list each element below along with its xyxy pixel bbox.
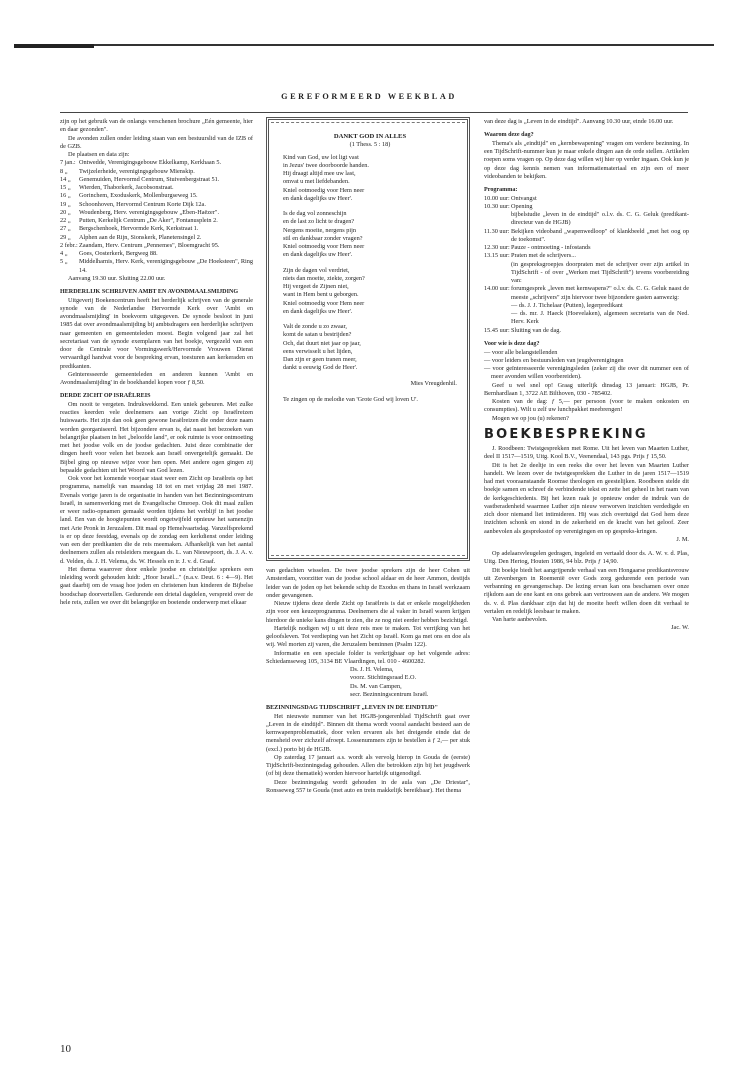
programma-time bbox=[484, 310, 511, 327]
poem-stanzas bbox=[283, 154, 457, 373]
waarom-para: Thema's als „eindtijd" en „kernbewapening" vragen om verdere bezinning. In een TijdSchrift-nummer kun je maar enkele dingen aan de orde stellen. Artikelen roepen soms vragen op. Op deze dag willen wij hier op verder ingaan. Ook kun je op deze dag kennis nemen van informatiemateriaal en zijn een of meer videobanden te bekijken. bbox=[484, 139, 689, 180]
aanvang-line: Aanvang 19.30 uur. Sluiting 22.00 uur. bbox=[68, 274, 166, 282]
body-para: Ook voor het komende voorjaar staat weer een Zicht op Israëlreis op het programma, namelijk van maandag 18 tot en met vrijdag 28 mei 1987. Evenals vorige jaren is de organisatie in handen van het Bezinningscentrum Israël, in samenwerking met de Evangelische Omroep. Ook dit maal zullen er weer radio-opnamen gemaakt worden tijdens het verblijf in het joodse land. Een van de hoogtepunten wordt ongetwijfeld opnieuw het samenzijn met Arie Pronk in Jeruzalem. Dit maal op Hemelvaartsdag. Vanzelfsprekend is er op deze feestdag, evenals op de zondag een kerkdienst onder leiding van een der predikanten die de reis meemaken. Afhankelijk van het aantal deelnemers zullen als reisleiders meegaan ds. L. van Nieuwpoort, ds. J. A. v. d. Velden, ds. J. H. Velema, ds. W. Hessels en ir. J. v. d. Graaf. bbox=[60, 475, 253, 565]
list-text: Alphen aan de Rijn, Sionskerk, Planetensingel 2. bbox=[79, 233, 202, 241]
body-para: Geïnteresseerde gemeenteleden en anderen kunnen 'Ambt en Avondmaalsmijding' in de boekhandel kopen voor ƒ 8,50. bbox=[60, 370, 253, 387]
signatory-line: Ds. M. van Campen, bbox=[350, 682, 402, 690]
list-item bbox=[60, 168, 253, 176]
bullet-item: — voor geïnteresseerde verenigingsleden (zeker zij die over dit nummer een of meer avonden willen voorbereiden). bbox=[484, 365, 689, 381]
list-item bbox=[60, 242, 253, 250]
poem-line: stil en dankbaar zonder vragen? bbox=[283, 234, 363, 242]
top-rule-accent bbox=[14, 44, 94, 48]
list-item bbox=[60, 234, 253, 242]
body-para: Op adelaarsvleugelen gedragen, ingeleid en vertaald door ds. A. W. v. d. Plas, Uitg. Den Hertog, Houten 1986, 94 blz. Prijs ƒ 14,90. bbox=[484, 550, 689, 566]
list-text: Wierden, Thaborkerk, Jacobsonstraat. bbox=[79, 184, 174, 191]
bullet-item: — voor alle belangstellenden bbox=[484, 348, 558, 356]
intro-para: De avonden zullen onder leiding staan van een bestuurslid van de IZB of de GZB. bbox=[60, 134, 253, 150]
section-heading: Voor wie is deze dag? bbox=[484, 340, 540, 347]
list-date: 19 „ bbox=[60, 200, 71, 208]
section-heading: Programma: bbox=[484, 187, 518, 194]
wie-list bbox=[484, 349, 689, 382]
list-date: 8 „ bbox=[60, 167, 68, 175]
poem-line: en dank dagelijks uw Heer'. bbox=[283, 307, 353, 315]
body-para: Uitgeverij Boekencentrum heeft het herderlijk schrijven van de generale synode van de Nederlandse Hervormde Kerk over 'Ambt en avondmaalsmijding' in boekvorm uitgegeven. De synode besloot in juni 1985 dat over avondmaalsmijding bij ambtsdragers een herderlijke schrijven naar gemeenten en gemeenteleden moest. Begin volgend jaar zal het secretariaat van de synode exemplaren van het boekje, vergezeld van een door de Centrale voor Vormingswerk/Hervormde Vrouwen Dienst vervaardigd handvat voor de bespreking ervan, toesturen aan kerkeraden en predikanten. bbox=[60, 296, 253, 370]
programma-time: 10.00 uur: bbox=[484, 194, 510, 202]
list-item bbox=[60, 217, 253, 225]
list-text: Bergschenhoek, Hervormde Kerk, Kerkstraat 1. bbox=[79, 225, 199, 233]
body-para: Hartelijk nodigen wij u uit deze reis mee te maken. Tot verrijking van het geloofsleven. Tot verdieping van het Zicht op Israël. Kom ga met ons en doe als wij. Wel morten zij varen, die Jeruzalem beminnen (Psalm 122). bbox=[266, 624, 470, 649]
poem-line: want in Hem bent u geborgen. bbox=[283, 291, 359, 299]
list-text: Goes, Oosterkerk, Bergweg 88. bbox=[79, 250, 158, 257]
poem-line: in Jezus' twee doorboorde handen. bbox=[283, 161, 369, 169]
programma-text: Bekijken videoband „wapenwedloop" of klankbeeld „met het oog op de toekomst". bbox=[511, 227, 689, 243]
poem-line: en dank dagelijks uw Heer'. bbox=[283, 251, 353, 259]
body-para: Om nooit te vergeten. Indrukwekkend. Een uniek gebeuren. Met zulke reacties keerden vele deelnemers aan vorige Zicht op Israëlreizen huiswaarts. Het zijn dan ook geen gewone Israëlreizen die onder deze naam worden georganiseerd. Het bijzondere ervan is, dat naast het bezoeken van belangrijke plaatsen in het „beloofde land", er ook ruimte is voor ontmoeting met het joodse volk en de joodse gedachten. Juist deze combinatie der dingen heeft voor velen het bezoek aan Israël onvergetelijk gemaakt. De Bijbel ging op nieuwe wijze voor hen open. Met andere ogen gingen zij bepaalde gedachten uit het Woord van God lezen. bbox=[60, 400, 253, 474]
list-item bbox=[60, 192, 253, 200]
poem-box bbox=[266, 117, 470, 561]
poem-line: omvat u met liefdebanden. bbox=[283, 178, 350, 186]
column-middle bbox=[266, 117, 470, 795]
body-para: Dit boekje biedt het aangrijpende verhaal van een Hongaarse predikantsvrouw uit Zevenbergen in Roemenië over Gods zorg gedurende een periode van verbanning en gevangenschap. De lezing ervan kan ons beschamen over onze rijkdom aan de ene kant en ons gebrek aan vertrouwen aan de andere. We mogen ds. v. d. Plas dankbaar zijn dat hij de moeite heeft willen doen dit verhaal te vertalen en redelijk leesbaar te maken. bbox=[484, 566, 689, 615]
body-para: Dit is het 2e deeltje in een reeks die over het leven van Maarten Luther handelt. We lezen over de twistgesprekken die Luther in de jaren 1517—1519 had met vooraanstaande Roomse theologen en geestelijken. Roodbeen stelde dit boekje samen en schreef de verbindende tekst en zette het geheel in het raam van de kerkgeschiedenis. Bij het lezen raak je opnieuw onder de indruk van de vastberadenheid waarmee Luther zijn nieuw verworven inzichten verdedigde en zich door niemand liet intimideren. Hij was zich overtuigd dat God hem deze inzichten schonk en stond in de zekerheid en de kracht van het geloof. Zeer aanbevolen als gespreksstof op verenigingen en op gespreks-kringen. bbox=[484, 461, 689, 535]
programma-time: 11.30 uur: bbox=[484, 227, 510, 235]
poem-signature: Mies Vreugdenhil. bbox=[410, 379, 457, 387]
israel-body bbox=[60, 401, 253, 607]
programma-text: — ds. J. J. Tichelaar (Putten), legerpredikant bbox=[511, 301, 623, 309]
body-para: Het nieuwste nummer van het HGJB-jongerenblad TijdSchrift gaat over „Leven in de eindtijd". Binnen dit thema wordt vooral aandacht besteed aan de kernwapenproblematiek, door velen ervaren als het dreigende einde dat de mensheid over zichzelf afroept. Lossenummers zijn te bestellen à ƒ 2,— per stuk (excl.) porto bij de HGJB. bbox=[266, 712, 470, 753]
signatory-line: Ds. J. H. Velema, bbox=[350, 666, 394, 673]
programma-time bbox=[484, 261, 511, 286]
programma-time bbox=[484, 211, 511, 228]
poem-line: dankt u eeuwig God de Heer'. bbox=[283, 364, 358, 372]
list-text: Gorinchem, Exoduskerk, Mollenburgseweg 15. bbox=[79, 192, 198, 200]
programma-time: 12.30 uur: bbox=[484, 244, 510, 252]
poem-line: Dan zijn er geen tranen meer, bbox=[283, 356, 357, 363]
list-item bbox=[60, 159, 253, 167]
section-heading: HERDERLIJK SCHRIJVEN AMBT EN AVONDMAALSMIJDING bbox=[60, 289, 239, 295]
list-text: Genemuiden, Hervormd Centrum, Stuivenbergstraat 51. bbox=[79, 175, 220, 183]
list-date: 20 „ bbox=[60, 208, 71, 216]
review-signature: Jac. W. bbox=[671, 624, 689, 632]
programma-item bbox=[484, 261, 689, 286]
list-date: 27 „ bbox=[60, 225, 71, 233]
poem-stanza bbox=[283, 323, 457, 373]
programma-time: 13.15 uur: bbox=[484, 252, 510, 260]
page-number: 10 bbox=[60, 1043, 71, 1055]
boekbespreking-heading: BOEKBESPREKING bbox=[484, 426, 648, 442]
poem-stanza bbox=[283, 210, 457, 260]
column-left bbox=[60, 118, 253, 607]
list-date: 16 „ bbox=[60, 192, 71, 200]
programma-item bbox=[484, 285, 689, 302]
programma-text: (in gespreksgroepjes doorpraten met de schrijver over zijn artikel in TijdSchrift - of over „Werken met TijdSchrift") tevens voorbereiding van: bbox=[511, 260, 689, 285]
programma-text: bijbelstudie „leven in de eindtijd" o.l.v. ds. C. G. Geluk (predikant-directeur van de HGJB) bbox=[511, 211, 689, 227]
programma-text: Pauze - ontmoeting - infostands bbox=[511, 244, 591, 252]
list-text: Twijzelerheide, verenigingsgebouw Mienskip. bbox=[79, 167, 195, 175]
top-rule bbox=[14, 44, 714, 46]
poem-line: niets dan moeite, ziekte, zorgen? bbox=[283, 274, 365, 282]
programma-item bbox=[484, 203, 689, 211]
publication-header: GEREFORMEERD WEEKBLAD bbox=[281, 92, 457, 101]
poem-reference: (1 Thess. 5 : 18) bbox=[349, 141, 391, 149]
poem-melody: Te zingen op de melodie van 'Grote God wij loven U'. bbox=[283, 395, 418, 403]
body-para: Op zaterdag 17 januari a.s. wordt als vervolg hierop in Gouda de (eerste) TijdSchrift-bezinningsdag gehouden. Allen die betrokken zijn bij het jeugdwerk (of bij deze thematiek) worden hiervoor hartelijk uitgenodigd. bbox=[266, 753, 470, 778]
column-right bbox=[484, 118, 689, 633]
programma-item bbox=[484, 195, 689, 203]
section-heading: DERDE ZICHT OP ISRAËLREIS bbox=[60, 393, 151, 400]
continuation-para: van gedachten wisselen. De twee joodse sprekers zijn de heer Cohen uit Amsterdam, voorzitter van de joodse school aldaar en de heer Ammon, destijds leider van de joden op het bekende schip de Exodus en thans in Israël werkzaam onder gevangenen. bbox=[266, 567, 470, 599]
poem-stanza bbox=[283, 154, 457, 204]
geef-para: Geef u wel snel op! Graag uiterlijk dinsdag 13 januari: HGJB, Pr. Bernhardlaan 1, 3722 AE Bilthoven, 030 - 785402. bbox=[484, 381, 689, 397]
review-2 bbox=[484, 550, 689, 624]
mogen-para: Mogen we op jou (u) rekenen? bbox=[492, 414, 569, 422]
programma-text: Praten met de schrijvers... bbox=[511, 252, 576, 260]
poem-line: Hij vergeet de Zijnen niet, bbox=[283, 283, 349, 290]
programma-text: Sluiting van de dag. bbox=[511, 326, 561, 334]
body-para: Het thema waarover door enkele joodse en christelijke sprekers een inleiding wordt gehouden luidt: „Hoor Israël..." (n.a.v. Deut. 6 : 4—9). Het gaat daarbij om de vraag hoe joden en christenen hun kinderen de Bijbelse boodschap doorvertellen. Gedurende een drietal dagdelen, verspreid over de hele reis, zullen we over dit belangrijke en boeiende onderwerp met elkaar bbox=[60, 565, 253, 606]
list-text: Schoonhoven, Hervormd Centrum Korte Dijk 12a. bbox=[79, 200, 206, 208]
programma-item bbox=[484, 327, 689, 335]
programma-item bbox=[484, 310, 689, 327]
poem-line: Och, dat duurt niet jaar op jaar, bbox=[283, 339, 361, 347]
list-date: 29 „ bbox=[60, 233, 71, 241]
review-1 bbox=[484, 445, 689, 536]
body-para: Van harte aanbevolen. bbox=[492, 616, 548, 624]
poem-title: DANKT GOD IN ALLES bbox=[333, 133, 407, 140]
list-date: 5 „ bbox=[60, 258, 68, 266]
section-heading: BEZINNINGSDAG TIJDSCHRIFT „LEVEN IN DE EINDTIJD" bbox=[266, 705, 438, 711]
section-heading: Waarom deze dag? bbox=[484, 132, 534, 139]
list-date: 2 febr.: bbox=[60, 241, 78, 249]
list-item bbox=[60, 201, 253, 209]
kosten-para: Kosten van de dag: ƒ 5,— per persoon (voor te maken onkosten en consumpties). Wilt u zelf uw lunchpakket meebrengen! bbox=[484, 398, 689, 414]
poem-line: komt de satan u bestrijden? bbox=[283, 331, 352, 339]
programma-list bbox=[484, 195, 689, 335]
herderlijk-body bbox=[60, 297, 253, 388]
poem-line: Zijn de dagen vol verdriet, bbox=[283, 266, 350, 274]
list-date: 14 „ bbox=[60, 175, 71, 183]
list-date: 7 jan.: bbox=[60, 159, 76, 167]
list-date: 22 „ bbox=[60, 217, 71, 224]
bullet-item: — voor leiders en bestuursleden van jeugdverenigingen bbox=[484, 356, 624, 364]
intro-para: van deze dag is „Leven in de eindtijd". Aanvang 10.30 uur, einde 16.00 uur. bbox=[484, 118, 674, 125]
poem-line: Kind van God, uw lot ligt vast bbox=[283, 153, 359, 161]
list-item bbox=[60, 258, 253, 275]
signatory-line: voorz. Stichtingsraad E.O. bbox=[350, 674, 417, 682]
list-item bbox=[60, 184, 253, 192]
list-text: Middelharnis, Herv. Kerk, verenigingsgebouw „De Hoeksteen", Ring 14. bbox=[79, 258, 253, 274]
list-text: Putten, Kerkelijk Centrum „De Aker", Fontanusplein 2. bbox=[79, 217, 218, 224]
programma-item bbox=[484, 252, 689, 260]
list-text: Ontwedde, Verenigingsgebouw Ekkelkamp, Kerkhaan 5. bbox=[79, 159, 222, 167]
programma-time bbox=[484, 302, 511, 310]
signatories bbox=[266, 666, 470, 699]
poem-line: Kniel ootmoedig voor Hem neer bbox=[283, 299, 365, 307]
israel-body-cont bbox=[266, 600, 470, 666]
programma-text: — ds. mr. J. Haeck (Hoevelaken), algemeen secretaris van de Ned. Herv. Kerk bbox=[511, 310, 689, 326]
poem-line: eens verwisselt u het lijden, bbox=[283, 347, 353, 355]
programma-item bbox=[484, 302, 689, 310]
body-para: J. Roodbeen: Twistgesprekken met Rome. Uit het leven van Maarten Luther, deel II 1517—1519, Uitg. Kool B.V., Veenendaal, 143 pgs. Prijs ƒ 15,50. bbox=[484, 445, 689, 461]
poem-stanza bbox=[283, 267, 457, 317]
body-para: Deze bezinningsdag wordt gehouden in de aula van „De Driestar", Ronsseweg 557 te Gouda (met auto en trein makkelijk bereikbaar). Het thema bbox=[266, 778, 470, 794]
programma-text: Ontvangst bbox=[511, 194, 537, 202]
programma-text: forumgesprek „leven met kernwapens?" o.l.v. ds. C. G. Geluk naast de meeste „schrijvers" zijn hiervoor twee bijzondere gasten aanwezig: bbox=[511, 285, 689, 301]
poem-line: Nergens moeite, nergens pijn bbox=[283, 226, 357, 234]
list-item bbox=[60, 176, 253, 184]
poem-line: Kniel ootmoedig voor Hem neer bbox=[283, 243, 365, 250]
review-signature: J. M. bbox=[676, 535, 689, 543]
intro-para: De plaatsen en data zijn: bbox=[68, 151, 130, 158]
list-date: 15 „ bbox=[60, 184, 71, 191]
programma-time: 14.00 uur: bbox=[484, 285, 510, 293]
poem-line: Hij draagt altijd mee uw last, bbox=[283, 170, 356, 177]
body-para: Nieuw tijdens deze derde Zicht op Israëlreis is dat er enkele mogelijkheden zijn voor een keuzeprogramma. Deelnemers die al vaker in Israël waren krijgen hierdoor de unieke kans dingen te zien, die ze nog niet eerder hebben bezichtigd. bbox=[266, 600, 470, 624]
intro-para: zijn op het gebruik van de onlangs verschenen brochure „Eén gemeente, hier en daar gezonden". bbox=[60, 118, 253, 134]
list-item bbox=[60, 250, 253, 258]
list-text: Woudenberg, Herv. verenigingsgebouw „Eben-Haëzer". bbox=[79, 208, 220, 216]
list-date: 4 „ bbox=[60, 250, 68, 257]
programma-item bbox=[484, 228, 689, 245]
bezinning-body bbox=[266, 713, 470, 796]
poem-line: Valt de zonde u zo zwaar, bbox=[283, 323, 347, 330]
programma-item bbox=[484, 211, 689, 228]
poem-line: en dank dagelijks uw Heer'. bbox=[283, 194, 353, 202]
list-text: Zaandam, Herv. Centrum „Pennemes", Bloemgracht 95. bbox=[79, 241, 220, 249]
programma-time: 15.45 uur: bbox=[484, 326, 510, 334]
poem-line: en de last zo licht te dragen? bbox=[283, 218, 355, 226]
signatory-line: secr. Bezinningscentrum Israël. bbox=[350, 690, 429, 698]
poem-line: Kniel ootmoedig voor Hem neer bbox=[283, 186, 365, 194]
body-para: Informatie en een speciale folder is verkrijgbaar op het volgende adres: Schiedamseweg 105, 3134 BE Vlaardingen, tel. 010 - 4600282. bbox=[266, 649, 470, 665]
poem-line: Is de dag vol zonneschijn bbox=[283, 210, 347, 217]
programma-time: 10.30 uur: bbox=[484, 202, 510, 210]
meeting-list bbox=[60, 159, 253, 275]
programma-item bbox=[484, 244, 689, 252]
list-item bbox=[60, 225, 253, 233]
header-rule bbox=[60, 112, 688, 113]
programma-text: Opening bbox=[511, 202, 533, 210]
list-item bbox=[60, 209, 253, 217]
